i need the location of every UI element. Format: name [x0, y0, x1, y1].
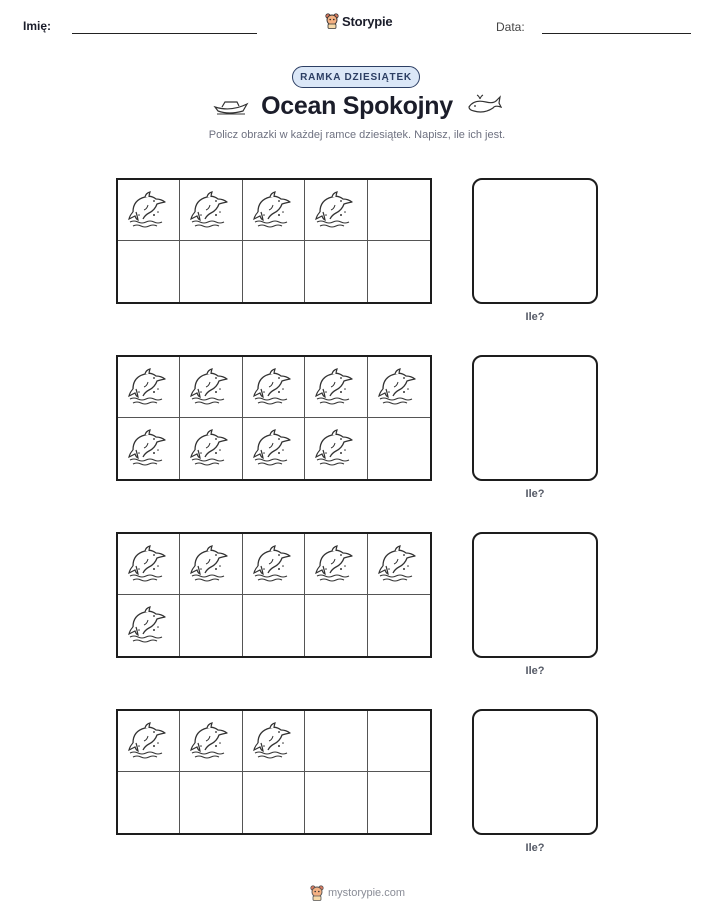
- title-row: [0, 92, 714, 126]
- dolphin-icon: [252, 428, 294, 468]
- ten-frame-cell: [180, 180, 242, 241]
- dolphin-icon: [189, 428, 231, 468]
- ten-frame-cell: [305, 357, 367, 418]
- storypie-logo-icon: [310, 885, 324, 901]
- ten-frame-cell: [243, 711, 305, 772]
- ten-frame-cell: [243, 772, 305, 833]
- answer-box[interactable]: [472, 709, 598, 835]
- ten-frame-cell: [368, 241, 430, 302]
- ten-frame-cell: [368, 772, 430, 833]
- ten-frame-cell: [243, 241, 305, 302]
- answer-label: Ile?: [525, 311, 545, 323]
- ten-frame-cell: [243, 595, 305, 656]
- dolphin-icon: [377, 544, 419, 584]
- dolphin-icon: [189, 721, 231, 761]
- ten-frame-cell: [368, 595, 430, 656]
- worksheet-header: [0, 0, 714, 50]
- ten-frame-cell: [180, 418, 242, 479]
- ten-frame-cell: [305, 418, 367, 479]
- name-line: [72, 33, 257, 34]
- page-title: Ocean Spokojny: [261, 92, 453, 120]
- answer-label: Ile?: [525, 842, 545, 854]
- ten-frame-cell: [368, 180, 430, 241]
- ten-frame-cell: [118, 772, 180, 833]
- ten-frame-cell: [180, 711, 242, 772]
- dolphin-icon: [252, 544, 294, 584]
- dolphin-icon: [127, 605, 169, 645]
- exercise-2: [0, 355, 714, 515]
- dolphin-icon: [252, 190, 294, 230]
- exercise-4: [0, 709, 714, 869]
- ten-frame-cell: [368, 711, 430, 772]
- exercise-1: [0, 178, 714, 338]
- dolphin-icon: [314, 428, 356, 468]
- dolphin-icon: [377, 367, 419, 407]
- ten-frame-cell: [368, 534, 430, 595]
- answer-box[interactable]: [472, 355, 598, 481]
- ten-frame: [116, 178, 432, 304]
- date-label: Data:: [496, 20, 525, 34]
- ten-frame-cell: [118, 711, 180, 772]
- instructions: Policz obrazki w każdej ramce dziesiątek. Napisz, ile ich jest.: [208, 129, 506, 141]
- date-line: [542, 33, 691, 34]
- dolphin-icon: [189, 367, 231, 407]
- dolphin-icon: [314, 190, 356, 230]
- dolphin-icon: [314, 544, 356, 584]
- ten-frame: [116, 532, 432, 658]
- ten-frame-cell: [243, 418, 305, 479]
- footer: [0, 885, 714, 905]
- storypie-logo-icon: [325, 13, 339, 29]
- dolphin-icon: [314, 367, 356, 407]
- dolphin-icon: [127, 544, 169, 584]
- ten-frame-cell: [180, 595, 242, 656]
- worksheet-type-badge: RAMKA DZIESIĄTEK: [292, 66, 420, 88]
- dolphin-icon: [189, 544, 231, 584]
- exercise-3: [0, 532, 714, 692]
- ten-frame-cell: [305, 595, 367, 656]
- answer-label: Ile?: [525, 488, 545, 500]
- ten-frame-cell: [118, 241, 180, 302]
- ten-frame-cell: [180, 534, 242, 595]
- dolphin-icon: [189, 190, 231, 230]
- ten-frame-cell: [180, 772, 242, 833]
- brand: [325, 13, 392, 29]
- ten-frame-cell: [243, 534, 305, 595]
- whale-icon: [466, 94, 502, 116]
- ten-frame-cell: [118, 418, 180, 479]
- ten-frame-cell: [368, 357, 430, 418]
- answer-label: Ile?: [525, 665, 545, 677]
- ten-frame-cell: [118, 180, 180, 241]
- ten-frame-cell: [305, 180, 367, 241]
- ten-frame-cell: [368, 418, 430, 479]
- dolphin-icon: [127, 428, 169, 468]
- ten-frame-cell: [305, 711, 367, 772]
- ten-frame-cell: [305, 772, 367, 833]
- ten-frame-cell: [118, 534, 180, 595]
- ten-frame-cell: [180, 357, 242, 418]
- ten-frame-cell: [180, 241, 242, 302]
- ten-frame-cell: [118, 357, 180, 418]
- dolphin-icon: [127, 367, 169, 407]
- ten-frame-cell: [305, 241, 367, 302]
- ten-frame-cell: [118, 595, 180, 656]
- answer-box[interactable]: [472, 178, 598, 304]
- answer-box[interactable]: [472, 532, 598, 658]
- ten-frame: [116, 709, 432, 835]
- name-label: Imię:: [23, 19, 52, 33]
- dolphin-icon: [127, 190, 169, 230]
- ten-frame-cell: [305, 534, 367, 595]
- ten-frame-cell: [243, 180, 305, 241]
- dolphin-icon: [127, 721, 169, 761]
- ten-frame-cell: [243, 357, 305, 418]
- dolphin-icon: [252, 367, 294, 407]
- footer-url: mystorypie.com: [328, 887, 406, 899]
- ten-frame: [116, 355, 432, 481]
- brand-name: Storypie: [342, 13, 393, 29]
- dolphin-icon: [252, 721, 294, 761]
